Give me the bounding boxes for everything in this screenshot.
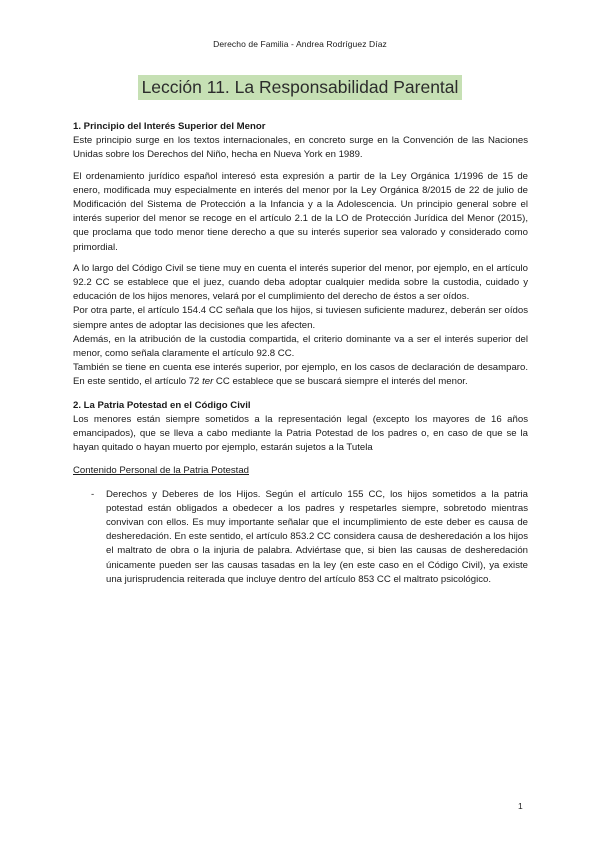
dash-marker: - xyxy=(91,488,95,500)
paragraph: Por otra parte, el artículo 154.4 CC señala que los hijos, si tuviesen suficiente madurez, deberán ser oídos siempre antes de adoptar las decisiones que les afecten. xyxy=(73,305,528,331)
paragraph: A lo largo del Código Civil se tiene muy en cuenta el interés superior del menor, por ejemplo, en el artículo 92.2 CC se establece que el juez, cuando deba adoptar cualquier medida sobre la custodia, cuidado y educación de los hijos menores, velará por el cumplimiento del derecho de éstos a ser oídos. xyxy=(73,262,528,303)
lesson-title: Lección 11. La Responsabilidad Parental xyxy=(138,75,463,100)
list-item xyxy=(73,488,528,587)
paragraph: Los menores están siempre sometidos a la representación legal (excepto los mayores de 16 años emancipados), que se lleva a cabo mediante la Patria Potestad de los padres o, en caso de que se la hayan quitado o hayan muerto por ejemplo, estarán sujetos a la Tutela xyxy=(73,413,528,454)
page-number: 1 xyxy=(518,801,523,811)
section-1-heading: 1. Principio del Interés Superior del Menor xyxy=(73,121,266,132)
text-run: También se tiene en cuenta ese interés superior, por ejemplo, en los casos de declaración de desamparo. En este sentido, el artículo 72 xyxy=(73,362,528,388)
paragraph: El ordenamiento jurídico español interesó esta expresión a partir de la Ley Orgánica 1/1996 de 15 de enero, modificada muy especialmente en interés del menor por la Ley Orgánica 8/2015 de 22 de julio de Modificación del Sistema de Protección a la Infancia y a la Adolescencia. Un principio general sobre el interés superior del menor se recoge en el artículo 2.1 de la LO de Protección Jurídica del Menor (2015), que proclama que todo menor tiene derecho a que su interés superior sea valorado y considerado como primordial. xyxy=(73,170,528,253)
list-item-text: Derechos y Deberes de los Hijos. Según el artículo 155 CC, los hijos sometidos a la patria potestad están obligados a obedecer a los padres y respetarles siempre, sobretodo mientras convivan con ellos. Es muy importante señalar que el incumplimiento de este deber es causa de desheredación. En este sentido, el artículo 853.2 CC considera causa de desheredación a los hijos el maltrato de obra o la injuria de palabra. Adviértase que, si bien las causas de desheredación únicamente pueden ser las causas tasadas en la ley (en este caso en el Código Civil), ya existe una jurisprudencia reiterada que incluye dentro del artículo 853 CC el maltrato psicológico. xyxy=(106,488,528,585)
page-header: Derecho de Familia - Andrea Rodríguez Díaz xyxy=(213,39,387,49)
paragraph xyxy=(73,361,528,389)
paragraph: Además, en la atribución de la custodia compartida, el criterio dominante va a ser el interés superior del menor, como señala claramente el artículo 92.8 CC. xyxy=(73,333,528,360)
document-body xyxy=(73,120,528,587)
paragraph: Este principio surge en los textos internacionales, en concreto surge en la Convención de las Naciones Unidas sobre los Derechos del Niño, hecha en Nueva York en 1989. xyxy=(73,135,528,161)
bullet-list xyxy=(73,488,528,587)
text-run-italic: ter xyxy=(202,376,214,388)
subheading: Contenido Personal de la Patria Potestad xyxy=(73,465,249,477)
text-run: CC establece que se buscará siempre el interés del menor. xyxy=(213,376,468,388)
section-2-heading: 2. La Patria Potestad en el Código Civil xyxy=(73,399,251,411)
